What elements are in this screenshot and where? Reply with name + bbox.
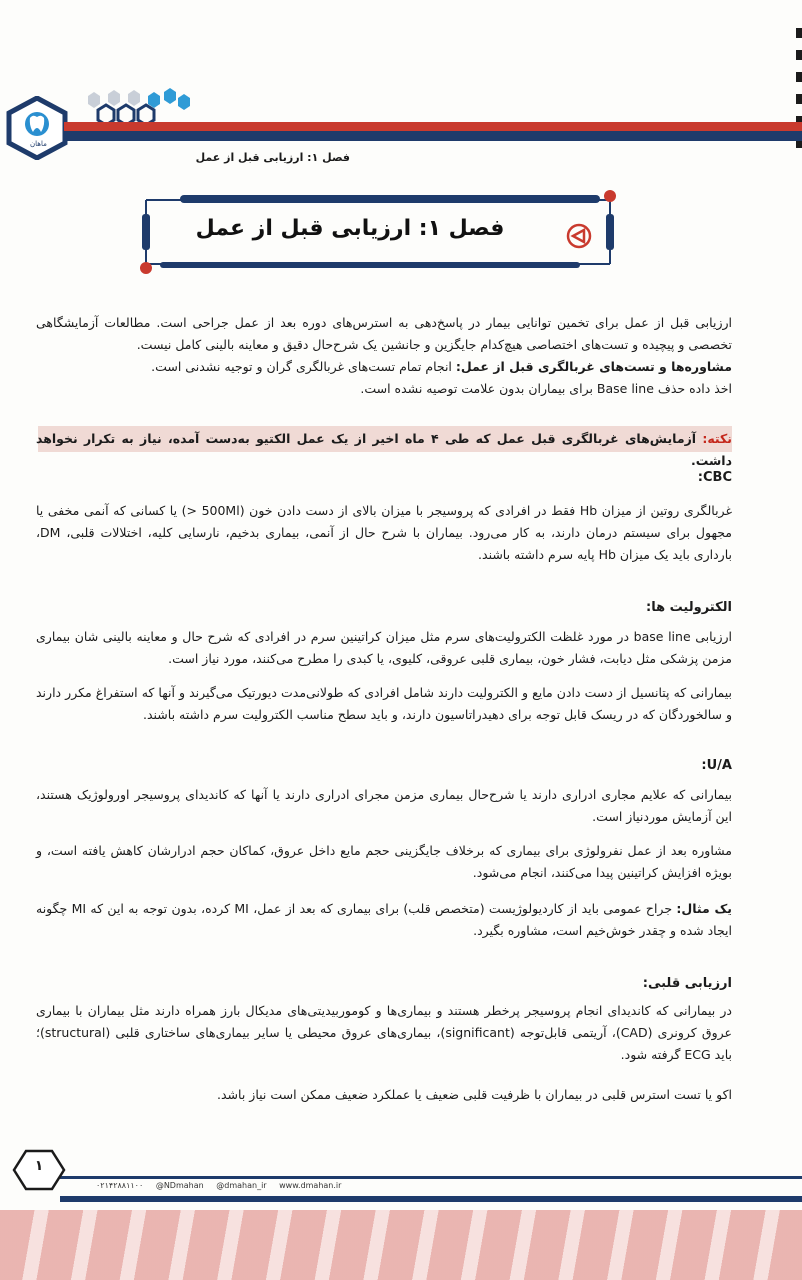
baseline-paragraph: اخذ داده حذف Base line برای بیماران بدون علامت توصیه نشده است. <box>360 381 732 396</box>
example-paragraph <box>36 898 732 942</box>
footer-contacts <box>96 1181 516 1193</box>
example-text: جراح عمومی باید از کاردیولوژیست (متخصص قلب) برای بیماری که بعد از عمل، MI کرده، بدون توجه به این که MI چگونه ایجاد شده و چقدر خوش‌خیم است، مشاوره بگیرد. <box>36 901 732 938</box>
chapter-title: فصل ۱: ارزیابی قبل از عمل <box>195 216 505 241</box>
consult-paragraph <box>36 356 732 378</box>
electrolytes-paragraph-2: بیمارانی که پتانسیل از دست دادن مایع و الکترولیت دارند شامل افرادی که طولانی‌مدت دیورتیک می‌گیرند و آنها که استفراغ مکرر دارند و سالخوردگان که در ریسک قابل توجه برای دهیدراتاسیون دارند، و باید سطح مناسب الکترولیت سرم داشته باشند. <box>36 685 732 722</box>
ua-heading: U/A: <box>701 758 732 773</box>
cbc-heading: CBC: <box>697 470 732 485</box>
ua-paragraph-1: بیمارانی که علایم مجاری ادراری دارند یا شرح‌حال بیماری مزمن مجرای ادراری دارند یا آنها که کاندیدای پروسیجر اورولوژیک هستند، این آزمایش موردنیاز است. <box>36 787 732 824</box>
logo-text: ماهان <box>30 140 47 148</box>
consult-text: انجام تمام تست‌های غربالگری گران و توجیه نشدنی است. <box>151 359 456 374</box>
electrolytes-heading: الکترولیت ها: <box>646 600 732 615</box>
cardiac-heading: ارزیابی قلبی: <box>642 976 732 991</box>
note-label: نکته: <box>702 431 732 446</box>
consult-label: مشاوره‌ها و تست‌های غربالگری قبل از عمل: <box>455 359 732 374</box>
cbc-paragraph: غربالگری روتین از میزان Hb فقط در افرادی که پروسیجر با میزان بالای از دست دادن خون (500Ml <) یا کسانی که آنمی مخفی یا مجهول برای سیستم درمان دارند، به کار می‌رود. بیماران با شرح حال از آنمی، بیماری بدخیم، نارسایی کلیه، اختلالات قلبی، DM، بارداری باید یک میزان Hb پایه سرم داشته باشند. <box>36 503 732 562</box>
note-paragraph <box>36 428 732 472</box>
instagram-handle[interactable]: @dmahan_ir <box>216 1181 267 1190</box>
logo-hexagon-icon <box>6 96 68 160</box>
running-header: فصل ۱: ارزیابی قبل از عمل <box>195 151 350 164</box>
cardiac-paragraph-1: در بیمارانی که کاندیدای انجام پروسیجر پرخطر هستند و بیماری‌ها و کوموربیدیتی‌های مدیکال بارز همراه دارند مثل بیماران با بیماری عروق کرونری (CAD)، آریتمی قابل‌توجه (significant)، بیماری‌های عروق محیطی یا سایر بیماری‌های ساختاری قلبی (structural)؛ باید ECG گرفته شود. <box>36 1003 732 1062</box>
footer-bar <box>60 1196 802 1202</box>
telegram-handle[interactable]: @NDmahan <box>155 1181 204 1190</box>
electrolytes-paragraph-1: ارزیابی base line در مورد غلظت الکترولیت‌های سرم مثل میزان کراتینین سرم در افرادی که شرح حال و معاینه بالینی شان بیماری مزمن پزشکی مثل دیابت، فشار خون، بیماری قلبی عروقی، کلیوی، یا کبدی را مطرح می‌کنند، مورد نیاز است. <box>36 629 732 666</box>
ua-paragraph-2: مشاوره بعد از عمل نفرولوژی برای بیماری که برخلاف جایگزینی حجم مایع داخل عروق، کماکان حجم ادرارشان کاهش یافته است، و بویژه افزایش کراتینین پیدا می‌کنند، انجام می‌شود. <box>36 843 732 880</box>
page-number: ۱ <box>34 1158 44 1174</box>
footer-line <box>60 1176 802 1179</box>
header-navy-bar <box>64 131 802 141</box>
intro-paragraph: ارزیابی قبل از عمل برای تخمین توانایی بیمار در پاسخ‌دهی به استرس‌های دوره بعد از عمل جراحی است. مطالعات آزمایشگاهی تخصصی و پیچیده و تست‌های اختصاصی هیچ‌کدام جایگزین و جانشین یک شرح‌حال دقیق و معاینه بالینی کامل نیست. <box>36 315 732 352</box>
phone-text: ۰۲۱۴۲۸۸۱۱۰۰ <box>96 1181 144 1190</box>
chapter-marker-icon <box>566 223 592 249</box>
website-link[interactable]: www.dmahan.ir <box>279 1181 342 1190</box>
decorative-bottom-stripes <box>0 1210 802 1280</box>
cardiac-paragraph-2: اکو یا تست استرس قلبی در بیماران با ظرفیت قلبی ضعیف یا عملکرد ضعیف ممکن است نیاز باشد. <box>217 1087 732 1102</box>
example-label: یک مثال: <box>676 901 732 916</box>
note-text: آزمایش‌های غربالگری قبل عمل که طی ۴ ماه اخیر از یک عمل الکتیو به‌دست آمده، نیاز به تکرار نخواهد داشت. <box>36 431 732 468</box>
